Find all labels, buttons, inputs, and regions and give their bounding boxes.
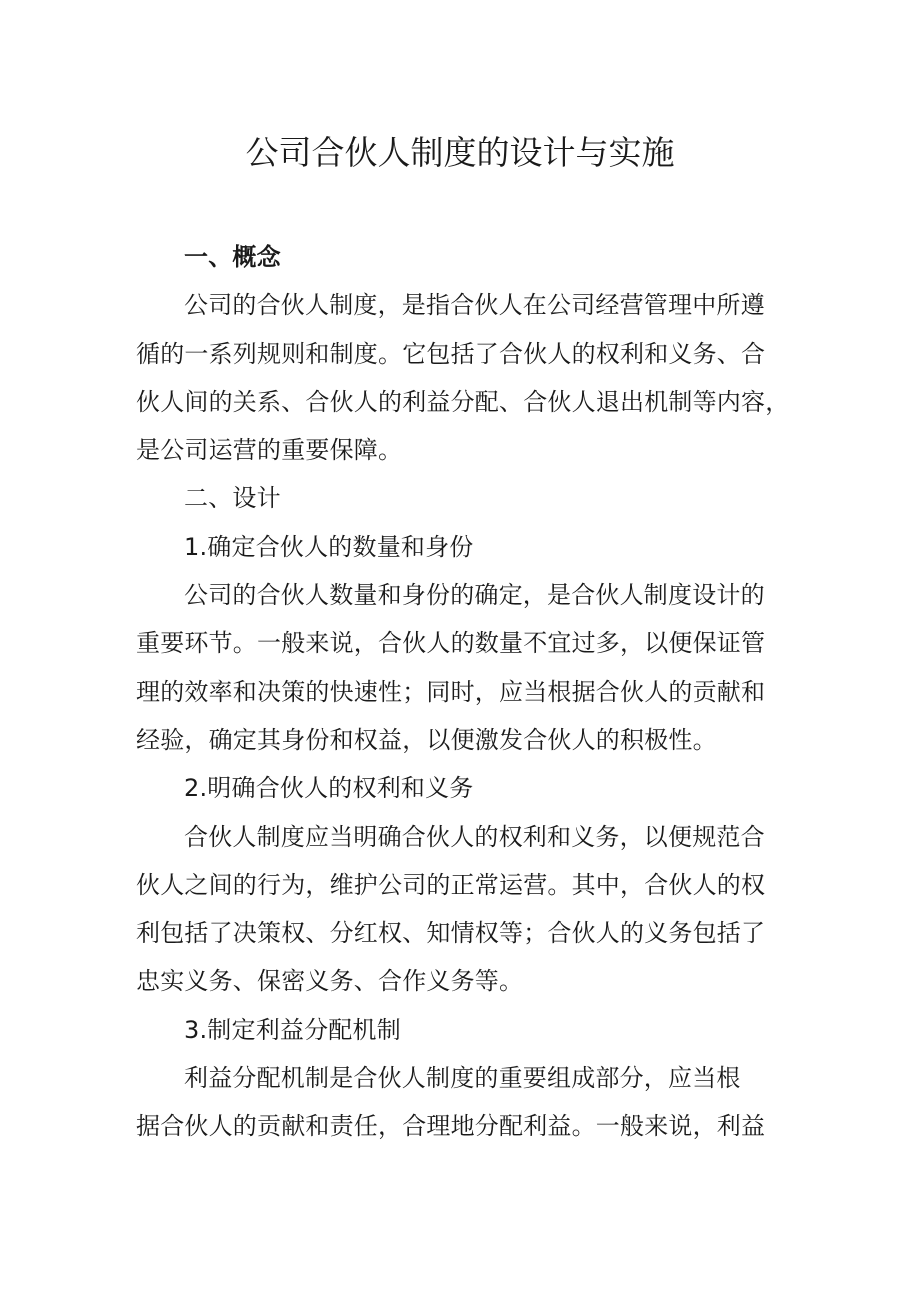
- section-heading-design: 二、设计: [184, 484, 281, 513]
- paragraph-profit-distribution: 利益分配机制是合伙人制度的重要组成部分，应当根 据合伙人的贡献和责任，合理地分配利益。一般来说，利益: [136, 1064, 766, 1141]
- paragraph-rights-duties: 合伙人制度应当明确合伙人的权利和义务，以便规范合 伙人之间的行为，维护公司的正常运营。其中，合伙人的权 利包括了决策权、分红权、知情权等；合伙人的义务包括了 忠实义务、保密义务、合作义务等。: [136, 822, 766, 996]
- subheading-partner-number: 1.确定合伙人的数量和身份: [184, 532, 474, 561]
- paragraph-concept: 公司的合伙人制度，是指合伙人在公司经营管理中所遵 循的一系列规则和制度。它包括了合伙人的权利和义务、合 伙人间的关系、合伙人的利益分配、合伙人退出机制等内容， 是公司运营的重要保障。: [136, 291, 790, 465]
- paragraph-partner-number: 公司的合伙人数量和身份的确定，是合伙人制度设计的 重要环节。一般来说，合伙人的数量不宜过多，以便保证管 理的效率和决策的快速性；同时，应当根据合伙人的贡献和 经验，确定其身份和权益，以便激发合伙人的积极性。: [136, 581, 766, 754]
- document-body: [136, 233, 796, 1151]
- subheading-rights-duties: 2.明确合伙人的权利和义务: [184, 774, 474, 803]
- section-heading-concept: 一、概念: [184, 243, 281, 271]
- document-title: 公司合伙人制度的设计与实施: [245, 133, 675, 172]
- subheading-profit-distribution: 3.制定利益分配机制: [184, 1015, 401, 1044]
